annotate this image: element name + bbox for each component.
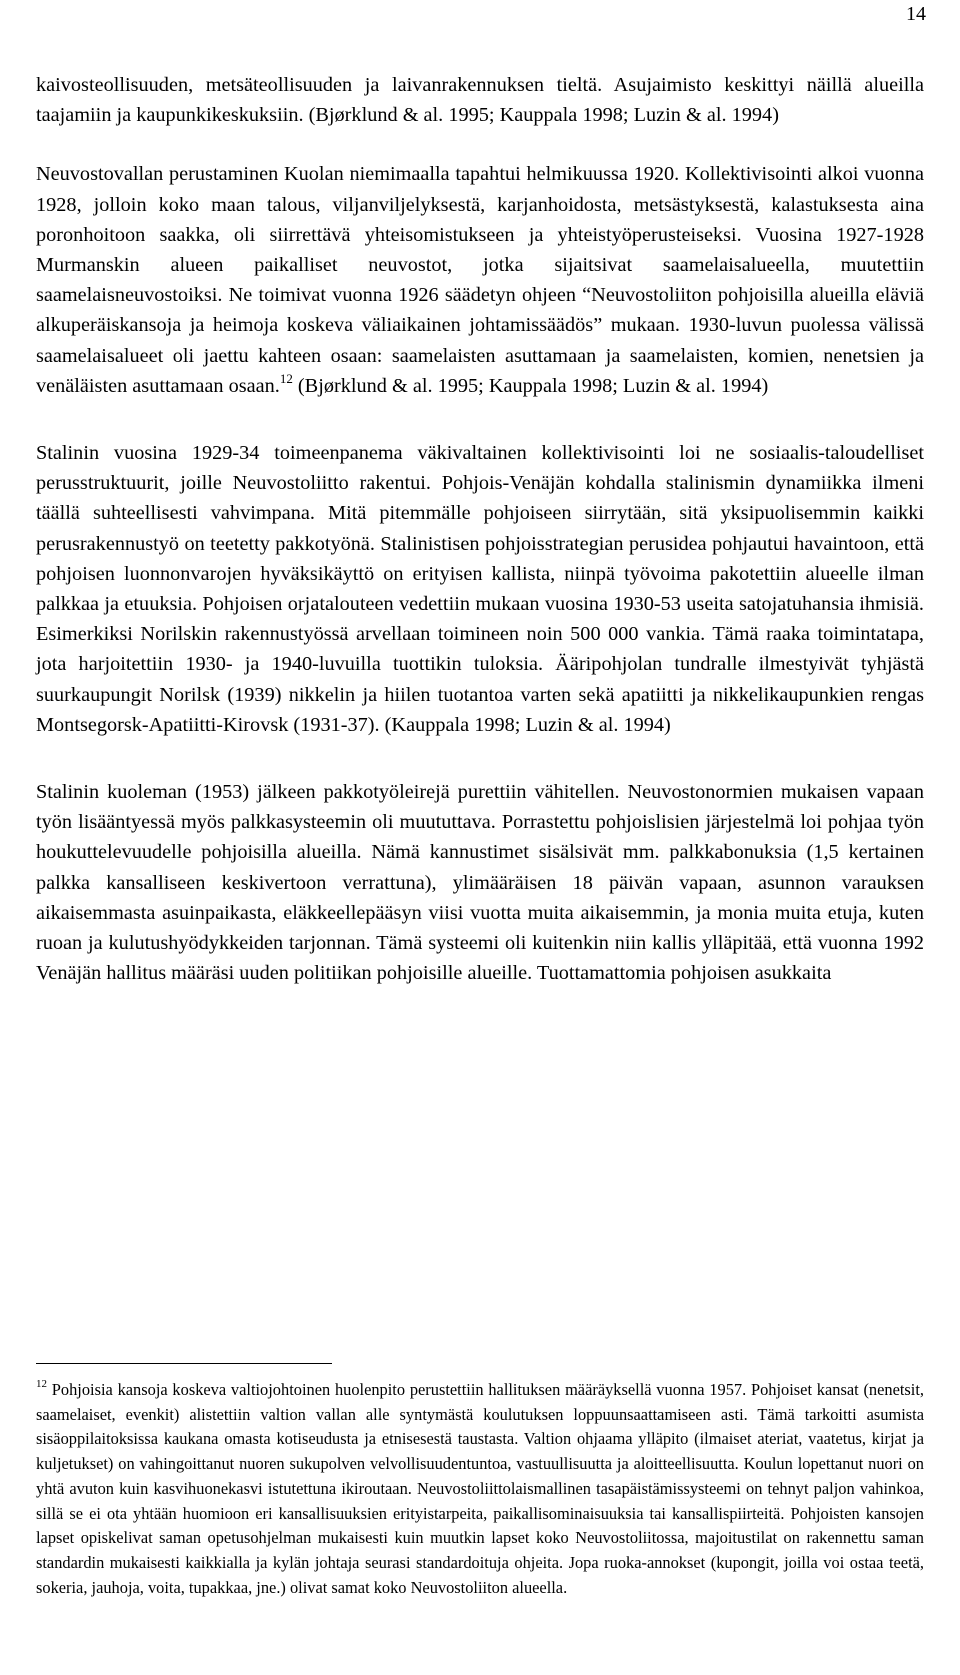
footnote-separator [36, 1363, 332, 1364]
paragraph-1 [36, 70, 924, 130]
footnote-text: Pohjoisia kansoja koskeva valtiojohtoinen huolenpito perustettiin hallituksen määräyksellä vuonna 1957. Pohjoiset kansat (nenetsit, saamelaiset, evenkit) alistettiin valtion vallan alle syntymästä koulutuksen loppuunsaattamiseen asti. Tämä tarkoitti asumista sisäoppilaitoksissa kaukana omasta kotiseudusta ja etnisesestä taustasta. Valtion ohjaama ylläpito (ilmaiset ateriat, vaatetus, kirjat ja kuljetukset) on vahingoittanut nuoren sukupolven velvollisuudentuntoa, vastuullisuutta ja aloitteellisuutta. Koulun lopettanut nuori on yhtä avuton kuin kasvihuonekasvi istutettuna ikiroutaan. Neuvostoliittolaismallinen tasapäistämissysteemi on tehnyt paljon vahinkoa, sillä se ei ota yhtään huomioon eri kansallisuuksien erityistarpeita, paikallisominaisuuksia tai kansallispiirteitä. Pohjoisten kansojen lapset opiskelivat saman opetusohjelman mukaisesti kuin muutkin lapset koko Neuvostoliitossa, majoitustilat on rakennettu saman standardin mukaisesti kaikkialla ja kylän johtaja seurasi standardoituja ohjeita. Jopa ruoka-annokset (kupongit, joilla voi ostaa teetä, sokeria, jauhoja, voita, tupakkaa, jne.) olivat samat koko Neuvostoliiton alueella. [36, 1380, 924, 1597]
paragraph-gap [36, 740, 924, 777]
footnote-12 [36, 1378, 924, 1600]
paragraph-4 [36, 777, 924, 988]
paragraph-2-citation: (Bjørklund & al. 1995; Kauppala 1998; Luzin & al. 1994) [292, 374, 769, 397]
paragraph-3-text: Stalinin vuosina 1929-34 toimeenpanema väkivaltainen kollektivisointi loi ne sosiaalis-taloudelliset perusstruktuurit, joille Neuvostoliitto rakentui. Pohjois-Venäjän kohdalla stalinismin dynamiikka ilmeni täällä suhteellisesti vahvimpana. Mitä pitemmälle pohjoiseen siirrytään, sitä yksipuolisemmin kaikki perusrakennustyö on teetetty pakkotyönä. Stalinistisen pohjoisstrategian perusidea pohjautui havaintoon, että pohjoisen luonnonvarojen hyväksikäyttö on erityisen kallista, niinpä työvoima pakotettiin alueelle ilman palkkaa ja etuuksia. Pohjoisen orjatalouteen vedettiin mukaan vuosina 1930-53 useita satojatuhansia ihmisiä. Esimerkiksi Norilskin rakennustyössä arvellaan toimineen noin 500 000 vankia. Tämä raaka toimintatapa, jota harjoitettiin 1930- ja 1940-luvuilla tuottikin tuloksia. Ääripohjolan tundralle ilmestyivät tyhjästä suurkaupungit Norilsk (1939) nikkelin ja hiilen tuotantoa varten sekä apatiitti ja nikkelikaupunkien rengas Montsegorsk-Apatiitti-Kirovsk (1931-37). (Kauppala 1998; Luzin & al. 1994) [36, 442, 924, 736]
paragraph-1-text: kaivosteollisuuden, metsäteollisuuden ja laivanrakennuksen tieltä. Asujaimisto keskittyi näillä alueilla taajamiin ja kaupunkikeskuksiin. (Bjørklund & al. 1995; Kauppala 1998; Luzin & al. 1994) [36, 74, 924, 127]
paragraph-4-text: Stalinin kuoleman (1953) jälkeen pakkotyöleirejä purettiin vähitellen. Neuvostonormien mukaisen vapaan työn lisääntyessä myös palkkasysteemin oli muututtava. Porrastettu pohjoislisien järjestelmä loi pohjaa työn houkuttelevuudelle pohjoisilla alueilla. Nämä kannustimet sisälsivät mm. palkkabonuksia (1,5 kertainen palkka kansalliseen keskivertoon verrattuna), ylimääräisen 18 päivän vapaan, asunnon varauksen aikaisemmasta asuinpaikasta, eläkkeellepääsyn viisi vuotta muita aikaisemmin, ja monia muita etuja, kuten ruoan ja kulutushyödykkeiden tarjonnan. Tämä systeemi oli kuitenkin niin kallis ylläpitää, että vuonna 1992 Venäjän hallitus määräsi uuden politiikan pohjoisille alueille. Tuottamattomia pohjoisen asukkaita [36, 781, 924, 985]
body-text [36, 70, 924, 988]
paragraph-2-text: Neuvostovallan perustaminen Kuolan niemimaalla tapahtui helmikuussa 1920. Kollektivisointi alkoi vuonna 1928, jolloin koko maan talous, viljanviljelyksestä, karjanhoidosta, metsästyksestä, kalastuksesta aina poronhoitoon saakka, oli siirrettävä yhteisomistukseen ja yhteistyöperusteiseksi. Vuosina 1927-1928 Murmanskin alueen paikalliset neuvostot, jotka sijaitsivat saamelaisalueella, muutettiin saamelaisneuvostoiksi. Ne toimivat vuonna 1926 säädetyn ohjeen “Neuvostoliiton pohjoisilla alueilla eläviä alkuperäiskansoja ja heimoja koskeva väliaikainen johtamissäädös” mukaan. 1930-luvun puolessa välissä saamelaisalueet oli jaettu kahteen osaan: saamelaisten asuttamaan ja saamelaisten, komien, nenetsien ja venäläisten asuttamaan osaan. [36, 163, 924, 397]
paragraph-gap [36, 130, 924, 159]
footnote-number: 12 [36, 1377, 47, 1390]
page-number: 14 [906, 3, 926, 25]
paragraph-2 [36, 159, 924, 401]
footnote-reference[interactable]: 12 [279, 371, 293, 387]
paragraph-3 [36, 438, 924, 740]
paragraph-gap [36, 401, 924, 438]
